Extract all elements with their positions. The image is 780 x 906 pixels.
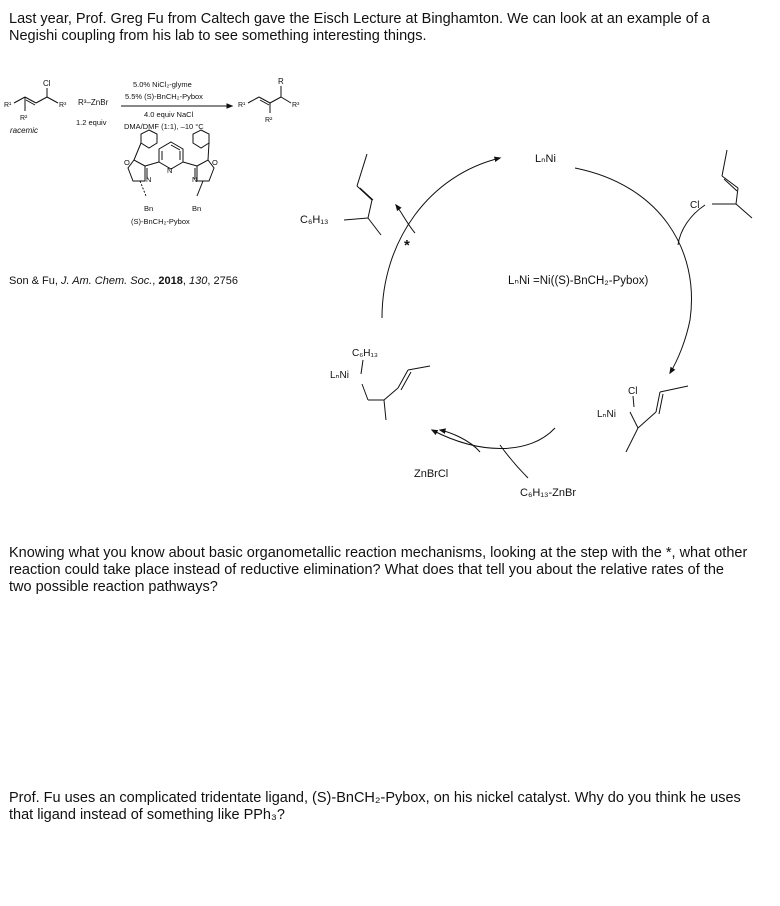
ligand-name: (S)-BnCH₂-Pybox [131, 217, 190, 226]
starting-material [14, 88, 58, 111]
byproduct-label: ZnBrCl [414, 468, 449, 480]
ligand-bn-left: Bn [144, 204, 154, 213]
substrate-in-arrow [678, 205, 705, 245]
ligand-o-left: O [124, 158, 130, 167]
byproduct-out-arrow [440, 430, 480, 452]
ligand-bn-right: Bn [192, 204, 202, 213]
reagent-in-arrow [500, 445, 528, 478]
question-2: Prof. Fu uses an complicated tridentate ligand, (S)-BnCH₂-Pybox, on his nickel catalyst. Why do you think he uses that ligand instead of something like PPh₃? [9, 790, 741, 823]
arc-right [575, 168, 692, 373]
cond-4: DMA/DMF (1:1), –10 °C [124, 122, 204, 131]
substrate-cl: Cl [690, 200, 700, 211]
prod-r2: R² [265, 117, 273, 124]
ligand-n-right: N [192, 175, 198, 184]
prod-r1: R¹ [238, 102, 246, 109]
sm-cl: Cl [43, 79, 51, 88]
cond-1: 5.0% NiCl₂-glyme [133, 80, 192, 89]
product-molecule [344, 154, 381, 235]
arc-bottom [432, 428, 555, 449]
ligand-n-left: N [146, 175, 152, 184]
pybox-ligand [128, 130, 214, 196]
sm-r2: R² [20, 115, 28, 122]
intro-paragraph: Last year, Prof. Greg Fu from Caltech gave the Eisch Lecture at Binghamton. We can look at an example of a Negishi coupling from his lab to see something interesting things. [9, 11, 710, 44]
left-int-r: C₆H₁₃ [352, 348, 378, 359]
right-int-cl: Cl [628, 386, 638, 397]
catalyst-top: LₙNi [535, 153, 556, 165]
arc-top-left [382, 158, 500, 318]
star-marker: * [404, 237, 410, 254]
cond-2: 5.5% (S)-BnCH₂-Pybox [125, 92, 203, 101]
sm-r3: R³ [59, 102, 67, 109]
ligand-o-right: O [212, 158, 218, 167]
prod-r3: R³ [292, 102, 300, 109]
right-int-ni: LₙNi [597, 409, 616, 420]
substrate-molecule [712, 150, 752, 218]
product-structure [248, 86, 291, 113]
left-intermediate [361, 360, 430, 420]
reagent-c6h13znbr: C₆H₁₃-ZnBr [520, 487, 577, 499]
racemic-label: racemic [10, 126, 39, 135]
product-r-label: C₆H₁₃ [300, 214, 329, 226]
question-1: Knowing what you know about basic organometallic reaction mechanisms, looking at the step with the *, what other reaction could take place instead of reductive elimination? What does that tell you about the relative rates of the two possible reaction pathways? [9, 545, 748, 595]
prod-r: R [278, 77, 284, 86]
left-int-ni: LₙNi [330, 370, 349, 381]
ligand-n-center: N [167, 166, 173, 175]
citation: Son & Fu, J. Am. Chem. Soc., 2018, 130, 2756 [9, 275, 238, 287]
reagent-equiv: 1.2 equiv [76, 118, 107, 127]
cond-3: 4.0 equiv NaCl [144, 110, 194, 119]
catalyst-definition: LₙNi =Ni((S)-BnCH₂-Pybox) [508, 275, 649, 287]
sm-r1: R¹ [4, 102, 12, 109]
reagent-label: R³–ZnBr [78, 98, 109, 107]
